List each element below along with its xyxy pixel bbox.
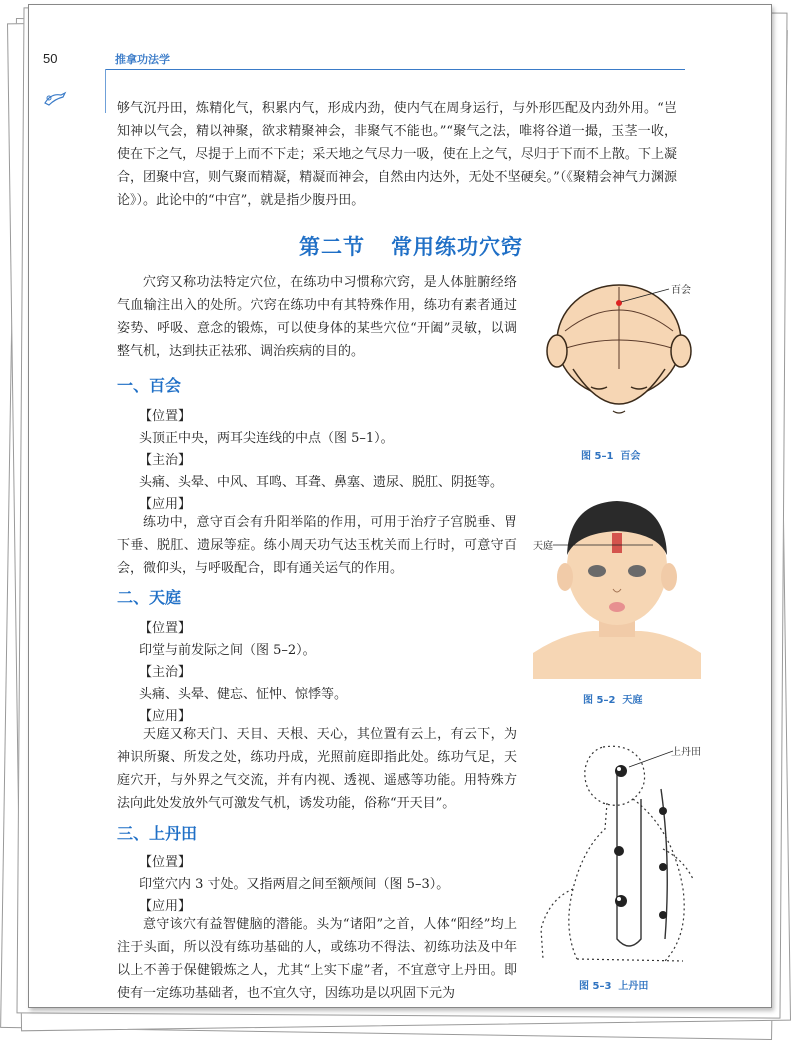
location-tag: 【位置】 [139, 621, 192, 636]
application-tag: 【应用】 [139, 899, 192, 914]
running-title: 推拿功法学 [115, 53, 170, 66]
application-tag: 【应用】 [139, 709, 192, 724]
child-face-illustration [533, 493, 701, 679]
intro-paragraph: 穴窍又称功法特定穴位，在练功中习惯称穴窍，是人体脏腑经络气血输注出入的处所。穴窍在练功中有其特殊作用，练功有素者通过姿势、呼吸、意念的锻炼，可以使身体的某些穴位“开阖”灵敏，以调整气机，达到扶正祛邪、调治疾病的目的。 [117, 275, 517, 359]
heading-shangdantian: 三、上丹田 [117, 824, 198, 843]
location-text: 印堂穴内 3 寸处。又指两眉之间至额颅间（图 5–3）。 [139, 877, 450, 892]
page-number: 50 [43, 51, 58, 66]
meridian-body-illustration [533, 739, 703, 969]
callout-label: 天庭 [533, 537, 553, 552]
application-text: 意守该穴有益智健脑的潜能。头为“诸阳”之首，人体“阳经”均上注于头面，所以没有练功基础的人，或练功不得法、初练功法及中年以上不善于保健锻炼之人，尤其“上实下虚”者，不宜意守上丹田。即使有一定练功基础者，也不宜久守，因练功是以巩固下元为 [117, 917, 517, 1001]
figure-shangdantian [533, 739, 703, 969]
book-page [28, 4, 772, 1008]
top-paragraph: 够气沉丹田，炼精化气，积累内气，形成内劲，使内气在周身运行，与外形匹配及内劲外用。“岂知神以气会，精以神聚，欲求精聚神会，非聚气不能也。”“聚气之法，唯将谷道一撮，玉茎一收，使在下之气，尽提于上而不下走；采天地之气尽力一吸，使在上之气，尽归于下而不上散。下上凝合，团聚中宫，则气聚而精凝，精凝而神会，自然由内达外，无处不坚硬矣。”（《聚精会神气力渊源论》）。此论中的“中宫”，就是指少腹丹田。 [117, 101, 677, 208]
application-tag: 【应用】 [139, 497, 192, 512]
location-tag: 【位置】 [139, 855, 192, 870]
callout-label: 百会 [671, 285, 691, 296]
indication-tag: 【主治】 [139, 665, 192, 680]
header-rule [105, 69, 685, 70]
pen-icon [43, 89, 69, 107]
callout-label: 上丹田 [671, 747, 701, 758]
section-number: 第二节 [299, 235, 365, 259]
heading-tianting: 二、天庭 [117, 588, 182, 607]
application-text: 练功中，意守百会有升阳举陷的作用，可用于治疗子宫脱垂、胃下垂、脱肛、遗尿等症。练小周天功气达玉枕关而上行时，可意守百会，微仰头，与呼吸配合，即有通关运气的作用。 [117, 515, 517, 576]
indication-text: 头痛、头晕、健忘、怔忡、惊悸等。 [139, 687, 348, 702]
margin-rule [105, 69, 106, 113]
location-text: 印堂与前发际之间（图 5–2）。 [139, 643, 316, 658]
figure-caption: 图 5–1 百会 [581, 451, 641, 462]
section-name: 常用练功穴窍 [391, 235, 523, 259]
figure-caption: 图 5–3 上丹田 [579, 981, 649, 992]
figure-caption: 图 5–2 天庭 [583, 695, 643, 706]
location-tag: 【位置】 [139, 409, 192, 424]
indication-tag: 【主治】 [139, 453, 192, 468]
figure-baihui [529, 269, 709, 441]
indication-text: 头痛、头晕、中风、耳鸣、耳聋、鼻塞、遗尿、脱肛、阴挺等。 [139, 475, 504, 490]
application-text: 天庭又称天门、天目、天根、天心，其位置有云上，有云下，为神识所聚、所发之处，练功丹成，光照前庭即指此处。练功气足，天庭穴开，与外界之气交流，并有内视、透视、遥感等功能。用特殊方法向此处发放外气可激发气机，诱发功能，俗称“开天目”。 [117, 727, 517, 811]
figure-tianting [533, 493, 701, 679]
section-title [299, 231, 523, 261]
heading-baihui: 一、百会 [117, 376, 182, 395]
location-text: 头顶正中央，两耳尖连线的中点（图 5–1）。 [139, 431, 394, 446]
